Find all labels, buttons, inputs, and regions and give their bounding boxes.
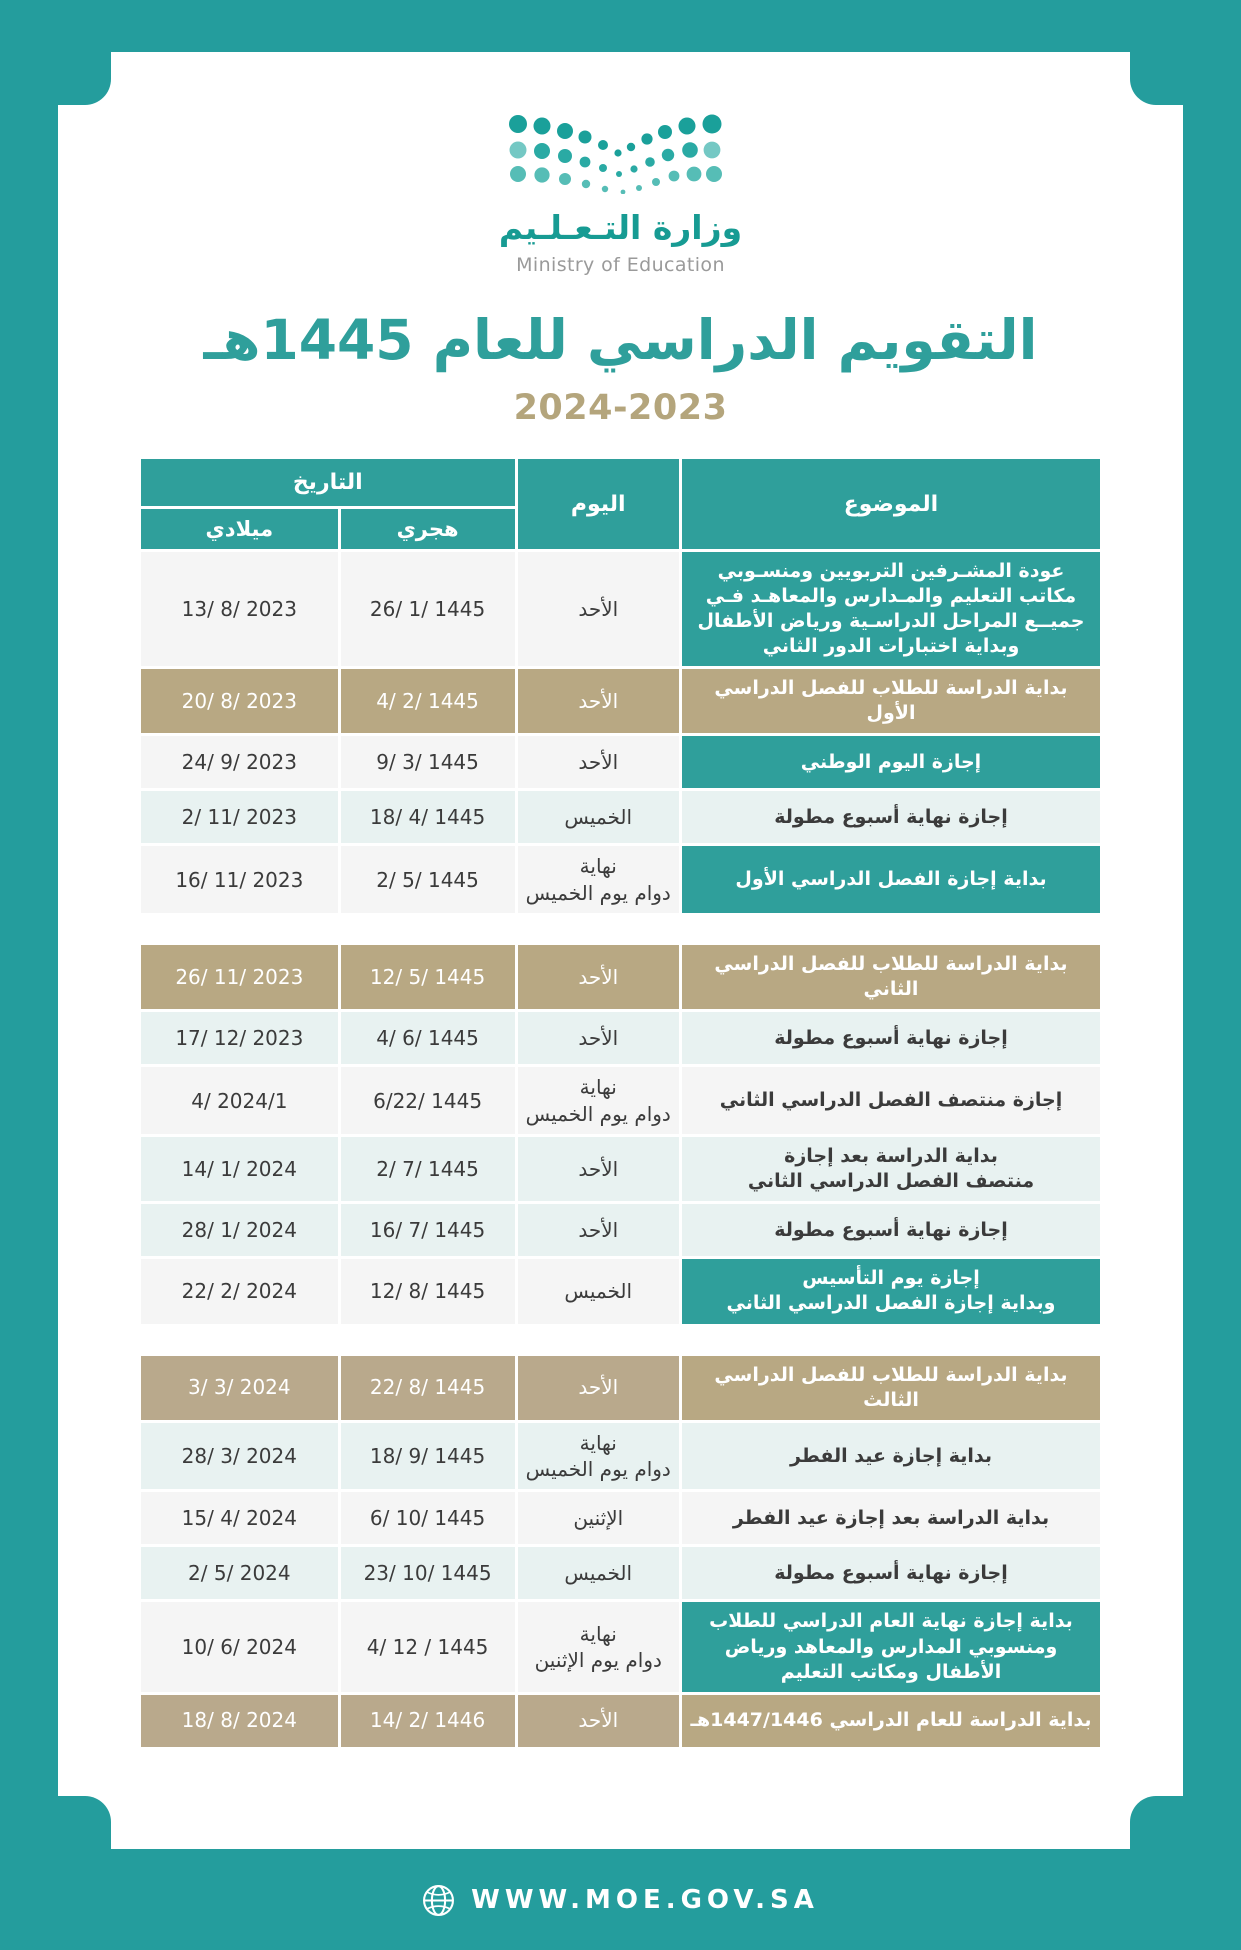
cell-subject: إجازة نهاية أسبوع مطولة	[682, 1204, 1100, 1256]
cell-gregorian-date: 2023 /9 /24	[141, 736, 338, 788]
cell-subject: بداية إجازة نهاية العام الدراسي للطلاب ومنسوبي المدارس والمعاهد ورياض الأطفال ومكاتب التعليم	[682, 1602, 1100, 1691]
table-row	[141, 1492, 1100, 1544]
page-subtitle: 2024-2023	[513, 388, 728, 428]
group-divider-2	[138, 1327, 1103, 1353]
logo-arabic-text: وزارة التـعـلـيم	[498, 208, 743, 247]
group-divider-1	[138, 916, 1103, 942]
cell-day: الخميس	[518, 1547, 680, 1599]
cell-hijri-date: 1446 /2 /14	[341, 1695, 515, 1747]
table-row	[141, 736, 1100, 788]
cell-subject: إجازة اليوم الوطني	[682, 736, 1100, 788]
corner-notch-top-left	[57, 51, 111, 105]
content-card	[58, 52, 1183, 1849]
cell-subject: إجازة يوم التأسيس وبداية إجازة الفصل الدراسي الثاني	[682, 1259, 1100, 1323]
column-header-hijri: هجري	[341, 509, 515, 549]
cell-day: الأحد	[518, 552, 680, 666]
ministry-logo	[499, 112, 742, 276]
cell-day: الخميس	[518, 1259, 680, 1323]
cell-day: نهاية دوام يوم الخميس	[518, 846, 680, 913]
logo-english-text: Ministry of Education	[516, 254, 725, 276]
table-row	[141, 791, 1100, 843]
cell-subject: بداية الدراسة للطلاب للفصل الدراسي الثاني	[682, 945, 1100, 1009]
cell-hijri-date: 1445 /6/22	[341, 1067, 515, 1134]
page-title: التقويم الدراسي للعام 1445هـ	[203, 308, 1038, 372]
table-header-row-top	[141, 459, 1100, 506]
cell-subject: عودة المشـرفين التربويين ومنسـوبي مكاتب التعليم والمـدارس والمعاهـد فـي جميــع المراحل الدراسـية ورياض الأطفال وبداية اختبارات الدور الثاني	[682, 552, 1100, 666]
cell-day: الأحد	[518, 945, 680, 1009]
table-row	[141, 1695, 1100, 1747]
cell-subject: بداية الدراسة بعد إجازة منتصف الفصل الدراسي الثاني	[682, 1137, 1100, 1201]
cell-subject: بداية الدراسة للعام الدراسي 1447/1446هـ	[682, 1695, 1100, 1747]
table-row	[141, 1423, 1100, 1490]
cell-subject: إجازة نهاية أسبوع مطولة	[682, 1547, 1100, 1599]
cell-hijri-date: 1445 / 12 /4	[341, 1602, 515, 1691]
cell-day: الإثنين	[518, 1492, 680, 1544]
cell-subject: بداية الدراسة للطلاب للفصل الدراسي الثالث	[682, 1356, 1100, 1420]
cell-hijri-date: 1445 /6 /4	[341, 1012, 515, 1064]
cell-gregorian-date: 2024 /4 /15	[141, 1492, 338, 1544]
cell-subject: بداية إجازة الفصل الدراسي الأول	[682, 846, 1100, 913]
cell-gregorian-date: 2024 /3 /3	[141, 1356, 338, 1420]
cell-day: نهاية دوام يوم الإثنين	[518, 1602, 680, 1691]
cell-hijri-date: 1445 /7 /2	[341, 1137, 515, 1201]
cell-gregorian-date: 2024 /1 /28	[141, 1204, 338, 1256]
cell-subject: إجازة نهاية أسبوع مطولة	[682, 791, 1100, 843]
calendar-group-3	[141, 1356, 1100, 1747]
calendar-group-table-3	[138, 1353, 1103, 1750]
cell-gregorian-date: 2023 /11 /2	[141, 791, 338, 843]
cell-day: الأحد	[518, 736, 680, 788]
table-row	[141, 1259, 1100, 1323]
cell-hijri-date: 1445 /8 /12	[341, 1259, 515, 1323]
cell-gregorian-date: 2024/1 /4	[141, 1067, 338, 1134]
cell-subject: بداية الدراسة بعد إجازة عيد الفطر	[682, 1492, 1100, 1544]
calendar-group-2	[141, 945, 1100, 1323]
palm-dots-logo-icon	[506, 112, 736, 194]
cell-gregorian-date: 2023 /8 /20	[141, 669, 338, 733]
footer-bar	[0, 1850, 1241, 1950]
table-row	[141, 552, 1100, 666]
cell-day: الأحد	[518, 669, 680, 733]
cell-subject: إجازة منتصف الفصل الدراسي الثاني	[682, 1067, 1100, 1134]
cell-hijri-date: 1445 /3 /9	[341, 736, 515, 788]
calendar-table-zone	[138, 456, 1103, 1750]
table-row	[141, 1012, 1100, 1064]
corner-notch-bottom-right	[1130, 1796, 1184, 1850]
table-row	[141, 1602, 1100, 1691]
table-row	[141, 1067, 1100, 1134]
table-row	[141, 945, 1100, 1009]
cell-gregorian-date: 2023 /11 /26	[141, 945, 338, 1009]
cell-subject: بداية الدراسة للطلاب للفصل الدراسي الأول	[682, 669, 1100, 733]
table-row	[141, 1547, 1100, 1599]
cell-day: الأحد	[518, 1012, 680, 1064]
calendar-header-table	[138, 456, 1103, 916]
table-row	[141, 846, 1100, 913]
column-header-day: اليوم	[518, 459, 680, 549]
cell-gregorian-date: 2024 /8 /18	[141, 1695, 338, 1747]
table-row	[141, 669, 1100, 733]
table-row	[141, 1356, 1100, 1420]
cell-day: الخميس	[518, 791, 680, 843]
cell-hijri-date: 1445 /5 /12	[341, 945, 515, 1009]
cell-gregorian-date: 2024 /3 /28	[141, 1423, 338, 1490]
table-row	[141, 1204, 1100, 1256]
cell-gregorian-date: 2024 /2 /22	[141, 1259, 338, 1323]
cell-gregorian-date: 2023 /12 /17	[141, 1012, 338, 1064]
cell-hijri-date: 1445 /10 /6	[341, 1492, 515, 1544]
cell-hijri-date: 1445 /8 /22	[341, 1356, 515, 1420]
cell-hijri-date: 1445 /9 /18	[341, 1423, 515, 1490]
cell-gregorian-date: 2023 /11 /16	[141, 846, 338, 913]
cell-gregorian-date: 2023 /8 /13	[141, 552, 338, 666]
cell-hijri-date: 1445 /5 /2	[341, 846, 515, 913]
cell-day: نهاية دوام يوم الخميس	[518, 1423, 680, 1490]
cell-hijri-date: 1445 /2 /4	[341, 669, 515, 733]
calendar-group-1	[141, 552, 1100, 913]
cell-gregorian-date: 2024 /1 /14	[141, 1137, 338, 1201]
globe-icon	[422, 1884, 455, 1917]
column-header-date: التاريخ	[141, 459, 515, 506]
footer-website-url[interactable]: WWW.MOE.GOV.SA	[471, 1885, 819, 1915]
cell-day: الأحد	[518, 1356, 680, 1420]
corner-notch-bottom-left	[57, 1796, 111, 1850]
cell-hijri-date: 1445 /1 /26	[341, 552, 515, 666]
cell-subject: بداية إجازة عيد الفطر	[682, 1423, 1100, 1490]
table-row	[141, 1137, 1100, 1201]
cell-hijri-date: 1445 /7 /16	[341, 1204, 515, 1256]
column-header-gregorian: ميلادي	[141, 509, 338, 549]
corner-notch-top-right	[1130, 51, 1184, 105]
cell-day: الأحد	[518, 1204, 680, 1256]
column-header-subject: الموضوع	[682, 459, 1100, 549]
cell-hijri-date: 1445 /4 /18	[341, 791, 515, 843]
cell-day: الأحد	[518, 1695, 680, 1747]
cell-hijri-date: 1445 /10 /23	[341, 1547, 515, 1599]
calendar-group-table-2	[138, 942, 1103, 1326]
cell-subject: إجازة نهاية أسبوع مطولة	[682, 1012, 1100, 1064]
cell-gregorian-date: 2024 /5 /2	[141, 1547, 338, 1599]
cell-day: الأحد	[518, 1137, 680, 1201]
cell-day: نهاية دوام يوم الخميس	[518, 1067, 680, 1134]
cell-gregorian-date: 2024 /6 /10	[141, 1602, 338, 1691]
